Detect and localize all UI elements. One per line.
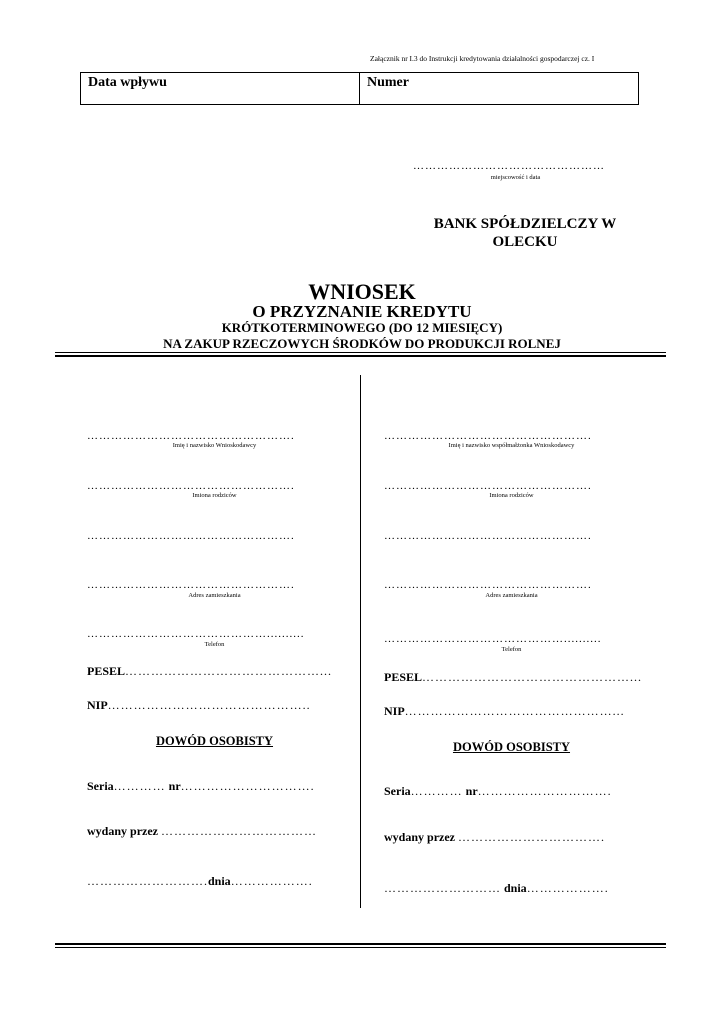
applicant-parents-caption: Imiona rodziców <box>192 492 237 499</box>
place-date-caption: miejscowość i data <box>490 174 541 181</box>
applicant-phone-field[interactable]: ……………………………………….......... <box>87 628 305 640</box>
title-divider-top <box>55 352 666 353</box>
document-title: WNIOSEK <box>308 279 416 304</box>
series-dots: ………… <box>410 784 463 798</box>
applicant-id-date-row[interactable] <box>87 874 347 889</box>
applicant-id-series-row[interactable] <box>87 779 347 794</box>
document-subtitle-1: O PRZYZNANIE KREDYTU <box>252 302 472 321</box>
spouse-id-date-row[interactable] <box>384 881 644 896</box>
series-dots: ………… <box>113 779 166 793</box>
bank-name-line2: OLECKU <box>492 234 558 250</box>
bank-name-line1: BANK SPÓŁDZIELCZY W <box>433 216 617 232</box>
title-divider-bottom <box>55 355 666 357</box>
spouse-address-caption: Adres zamieszkania <box>485 592 538 599</box>
document-subtitle-2: KRÓTKOTERMINOWEGO (DO 12 MIESIĘCY) <box>221 320 503 335</box>
pesel-dots: ………………………………………... <box>125 664 333 678</box>
receipt-date-cell[interactable] <box>81 73 360 104</box>
spouse-parents-caption: Imiona rodziców <box>489 492 534 499</box>
nr-label: nr <box>465 784 478 798</box>
document-subtitle-3: NA ZAKUP RZECZOWYCH ŚRODKÓW DO PRODUKCJI ROLNEJ <box>163 336 561 351</box>
applicant-pesel-row[interactable] <box>87 664 347 679</box>
issued-label: wydany przez <box>384 830 455 844</box>
day-label: dnia <box>504 881 527 895</box>
applicant-address-field-1[interactable]: ……………………………………………. <box>87 530 295 542</box>
spouse-address-field-2[interactable]: ……………………………………………. <box>384 579 592 591</box>
applicant-address-field-2[interactable]: ……………………………………………. <box>87 579 295 591</box>
pesel-dots: …………………………………………... <box>422 670 643 684</box>
spouse-id-title: DOWÓD OSOBISTY <box>452 740 571 754</box>
pesel-label: PESEL <box>87 664 126 678</box>
nr-dots: …………………………. <box>477 784 612 798</box>
spouse-phone-caption: Telefon <box>501 646 522 653</box>
applicant-name-field[interactable]: ……………………………………………. <box>87 430 295 442</box>
spouse-parents-field[interactable]: ……………………………………………. <box>384 480 592 492</box>
nr-dots: …………………………. <box>180 779 315 793</box>
issued-dots: ……………………………… <box>161 824 317 838</box>
applicant-nip-row[interactable] <box>87 698 347 713</box>
spouse-id-series-row[interactable] <box>384 784 644 799</box>
spouse-name-field[interactable]: ……………………………………………. <box>384 430 592 442</box>
day-dots: ………………. <box>230 874 313 888</box>
series-label: Seria <box>384 784 411 798</box>
issued-label: wydany przez <box>87 824 158 838</box>
spouse-phone-field[interactable]: ……………………………………….......... <box>384 633 602 645</box>
spouse-pesel-row[interactable] <box>384 670 644 685</box>
spouse-nip-row[interactable] <box>384 704 644 719</box>
applicant-phone-caption: Telefon <box>204 641 225 648</box>
applicant-address-caption: Adres zamieszkania <box>188 592 241 599</box>
spouse-address-field-1[interactable]: ……………………………………………. <box>384 530 592 542</box>
annex-note: Załącznik nr I.3 do Instrukcji kredytowania działalności gospodarczej cz. I <box>370 54 595 63</box>
applicant-id-issued-row[interactable] <box>87 824 347 839</box>
footer-divider-bottom <box>55 947 666 948</box>
day-dots: ………………. <box>526 881 609 895</box>
column-divider <box>360 375 361 908</box>
header-box <box>80 72 639 105</box>
applicant-name-caption: Imię i nazwisko Wnioskodawcy <box>172 442 257 449</box>
series-label: Seria <box>87 779 114 793</box>
day-label: dnia <box>208 874 231 888</box>
nip-dots: ……………………………………….. <box>107 698 311 712</box>
receipt-date-label: Data wpływu <box>88 75 167 90</box>
number-cell[interactable] <box>360 73 638 104</box>
applicant-id-title: DOWÓD OSOBISTY <box>155 734 274 748</box>
pesel-label: PESEL <box>384 670 423 684</box>
footer-divider-top <box>55 943 666 945</box>
nr-label: nr <box>168 779 181 793</box>
nip-label: NIP <box>87 698 108 712</box>
bank-name <box>420 215 630 251</box>
nip-label: NIP <box>384 704 405 718</box>
number-label: Numer <box>367 75 409 90</box>
date-pre-dots: ……………………… <box>384 881 501 895</box>
applicant-parents-field[interactable]: ……………………………………………. <box>87 480 295 492</box>
spouse-id-issued-row[interactable] <box>384 830 644 845</box>
date-pre-dots: ………………………. <box>87 874 208 888</box>
place-date-field[interactable]: ………………………………………… <box>413 160 605 172</box>
spouse-name-caption: Imię i nazwisko współmałżonka Wnioskodawcy <box>448 442 575 449</box>
issued-dots: ……………………………. <box>458 830 605 844</box>
nip-dots: …………………………………………... <box>404 704 625 718</box>
